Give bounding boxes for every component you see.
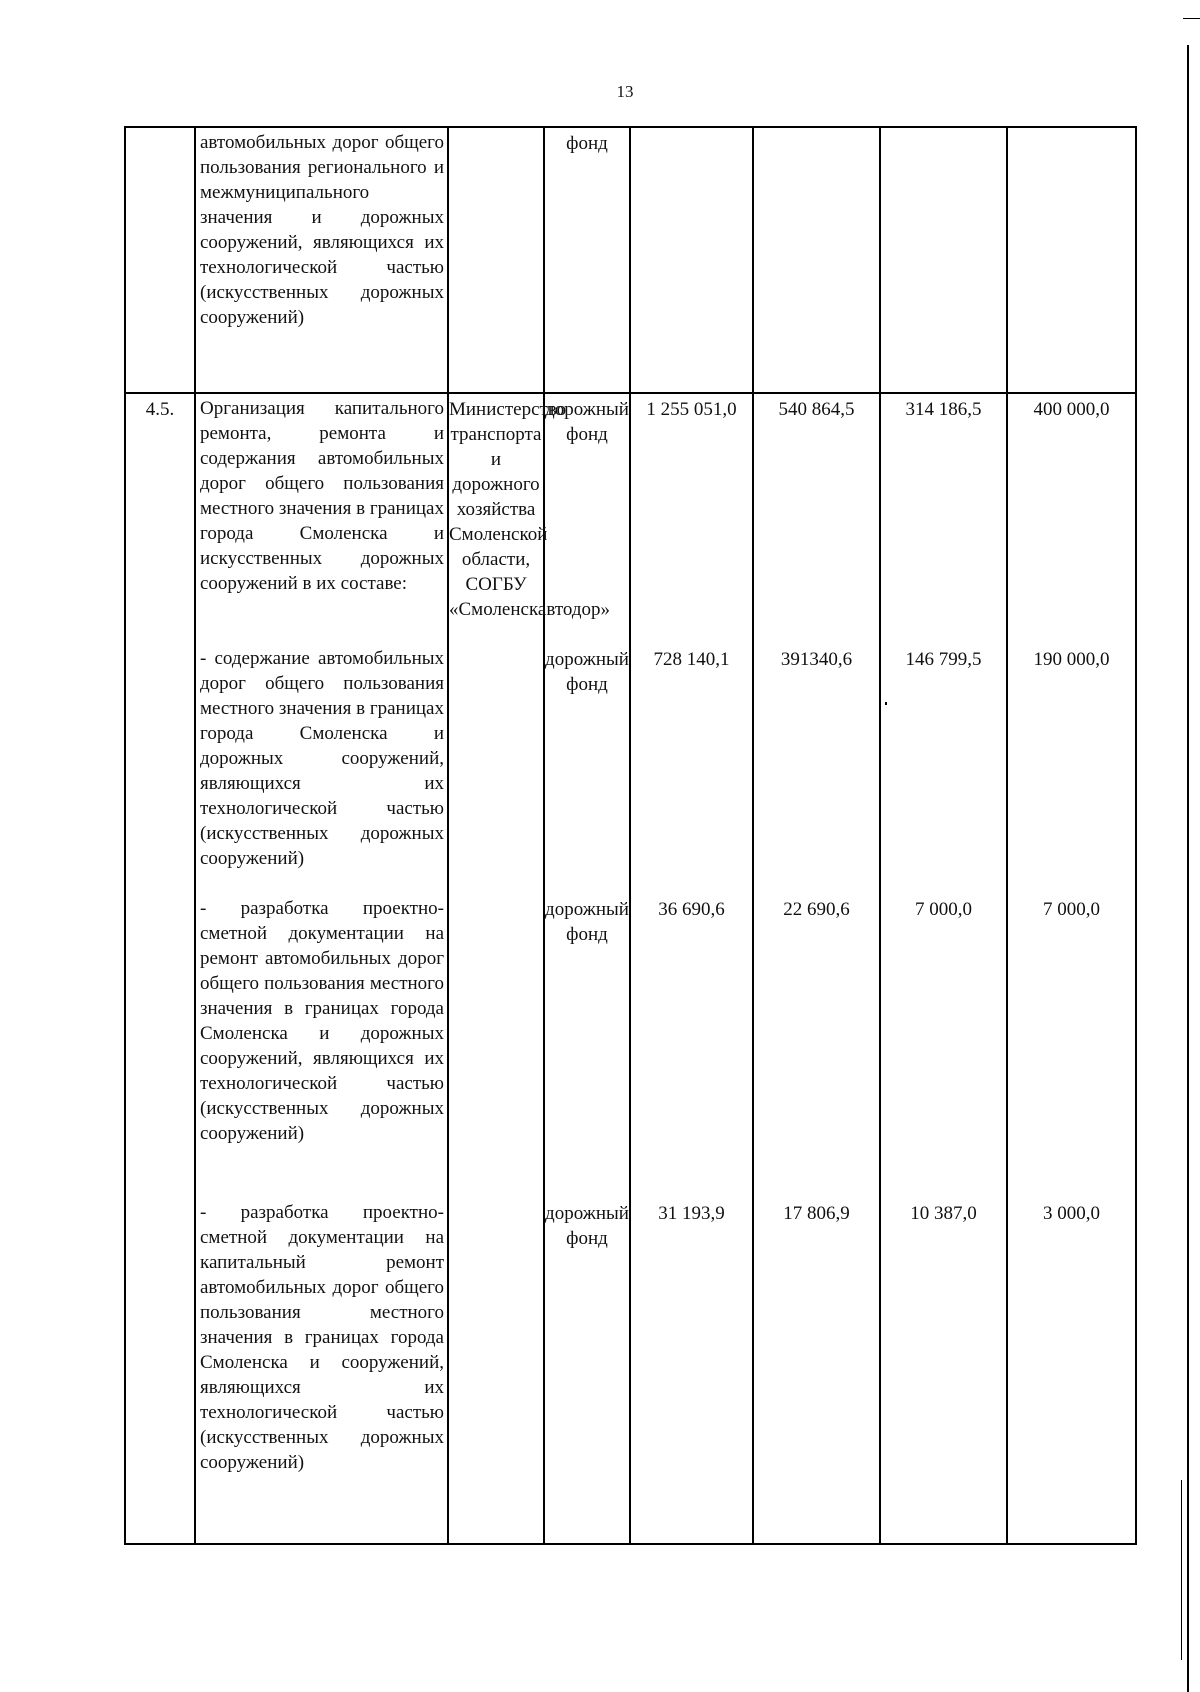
scan-edge-line-inner	[1181, 1480, 1182, 1660]
scan-edge-line	[1187, 45, 1189, 1692]
cell-total	[630, 393, 753, 1544]
continued-source-text: фонд	[566, 133, 608, 154]
cell-source	[544, 393, 630, 1544]
sub-item-1-year2: 146 799,5	[905, 649, 982, 670]
page-number: 13	[616, 82, 634, 101]
executor-text: Министерство транспорта и дорожного хозяйства Смоленской области, СОГБУ «Смоленскавтодор»	[449, 399, 611, 620]
cell-year2	[880, 127, 1007, 393]
sub-item-2-source: дорожный фонд	[545, 899, 629, 945]
row-source-text: дорожный фонд	[545, 399, 629, 445]
cell-number	[125, 393, 195, 1544]
sub-item-2-name: - разработка проектно-сметной документации на ремонт автомобильных дорог общего пользования местного значения в границах города Смоленска и дорожных сооружений, являющихся их технологической частью (искусственных дорожных сооружений)	[200, 898, 444, 1144]
sub-item-3-year2: 10 387,0	[910, 1203, 977, 1224]
row-year1: 540 864,5	[778, 399, 855, 420]
sub-item-3-name: - разработка проектно-сметной документации на капитальный ремонт автомобильных дорог общего пользования местного значения в границах города Смоленска и сооружений, являющихся их технологической частью (искусственных дорожных сооружений)	[200, 1202, 444, 1473]
sub-item-3-year3: 3 000,0	[1043, 1203, 1100, 1224]
cell-year3	[1007, 127, 1136, 393]
cell-year2	[880, 393, 1007, 1544]
sub-item-1-year3: 190 000,0	[1033, 649, 1110, 670]
sub-item-3-total: 31 193,9	[658, 1203, 725, 1224]
cell-source	[544, 127, 630, 393]
continued-name-text: автомобильных дорог общего пользования регионального и межмуниципального значения и дорожных сооружений, являющихся их технологической частью (искусственных дорожных сооружений)	[200, 132, 444, 328]
cell-year1	[753, 393, 880, 1544]
sub-item-2-year2: 7 000,0	[915, 899, 972, 920]
program-table	[124, 126, 1137, 1545]
sub-item-3-source: дорожный фонд	[545, 1203, 629, 1249]
table-row-4-5	[125, 393, 1136, 1544]
sub-item-1-total: 728 140,1	[653, 649, 730, 670]
sub-item-2-year1: 22 690,6	[783, 899, 850, 920]
corner-mark	[1183, 18, 1200, 19]
table-row-continued	[125, 127, 1136, 393]
sub-item-1-year1: 391340,6	[780, 649, 853, 670]
row-4-5-name-text: Организация капитального ремонта, ремонта и содержания автомобильных дорог общего пользования местного значения в границах города Смоленска и искусственных дорожных сооружений в их составе:	[200, 398, 444, 594]
cell-name	[195, 127, 448, 393]
row-total: 1 255 051,0	[646, 399, 737, 420]
sub-item-1-name: - содержание автомобильных дорог общего пользования местного значения в границах города Смоленска и дорожных сооружений, являющихся их технологической частью (искусственных дорожных сооружений)	[200, 648, 444, 869]
sub-item-1-source: дорожный фонд	[545, 649, 629, 695]
cell-year3	[1007, 393, 1136, 1544]
sub-item-2-year3: 7 000,0	[1043, 899, 1100, 920]
row-year3: 400 000,0	[1033, 399, 1110, 420]
row-year2: 314 186,5	[905, 399, 982, 420]
sub-item-2-total: 36 690,6	[658, 899, 725, 920]
cell-year1	[753, 127, 880, 393]
cell-number	[125, 127, 195, 393]
cell-name	[195, 393, 448, 1544]
cell-executor	[448, 127, 544, 393]
cell-total	[630, 127, 753, 393]
sub-item-3-year1: 17 806,9	[783, 1203, 850, 1224]
row-number: 4.5.	[145, 399, 175, 420]
